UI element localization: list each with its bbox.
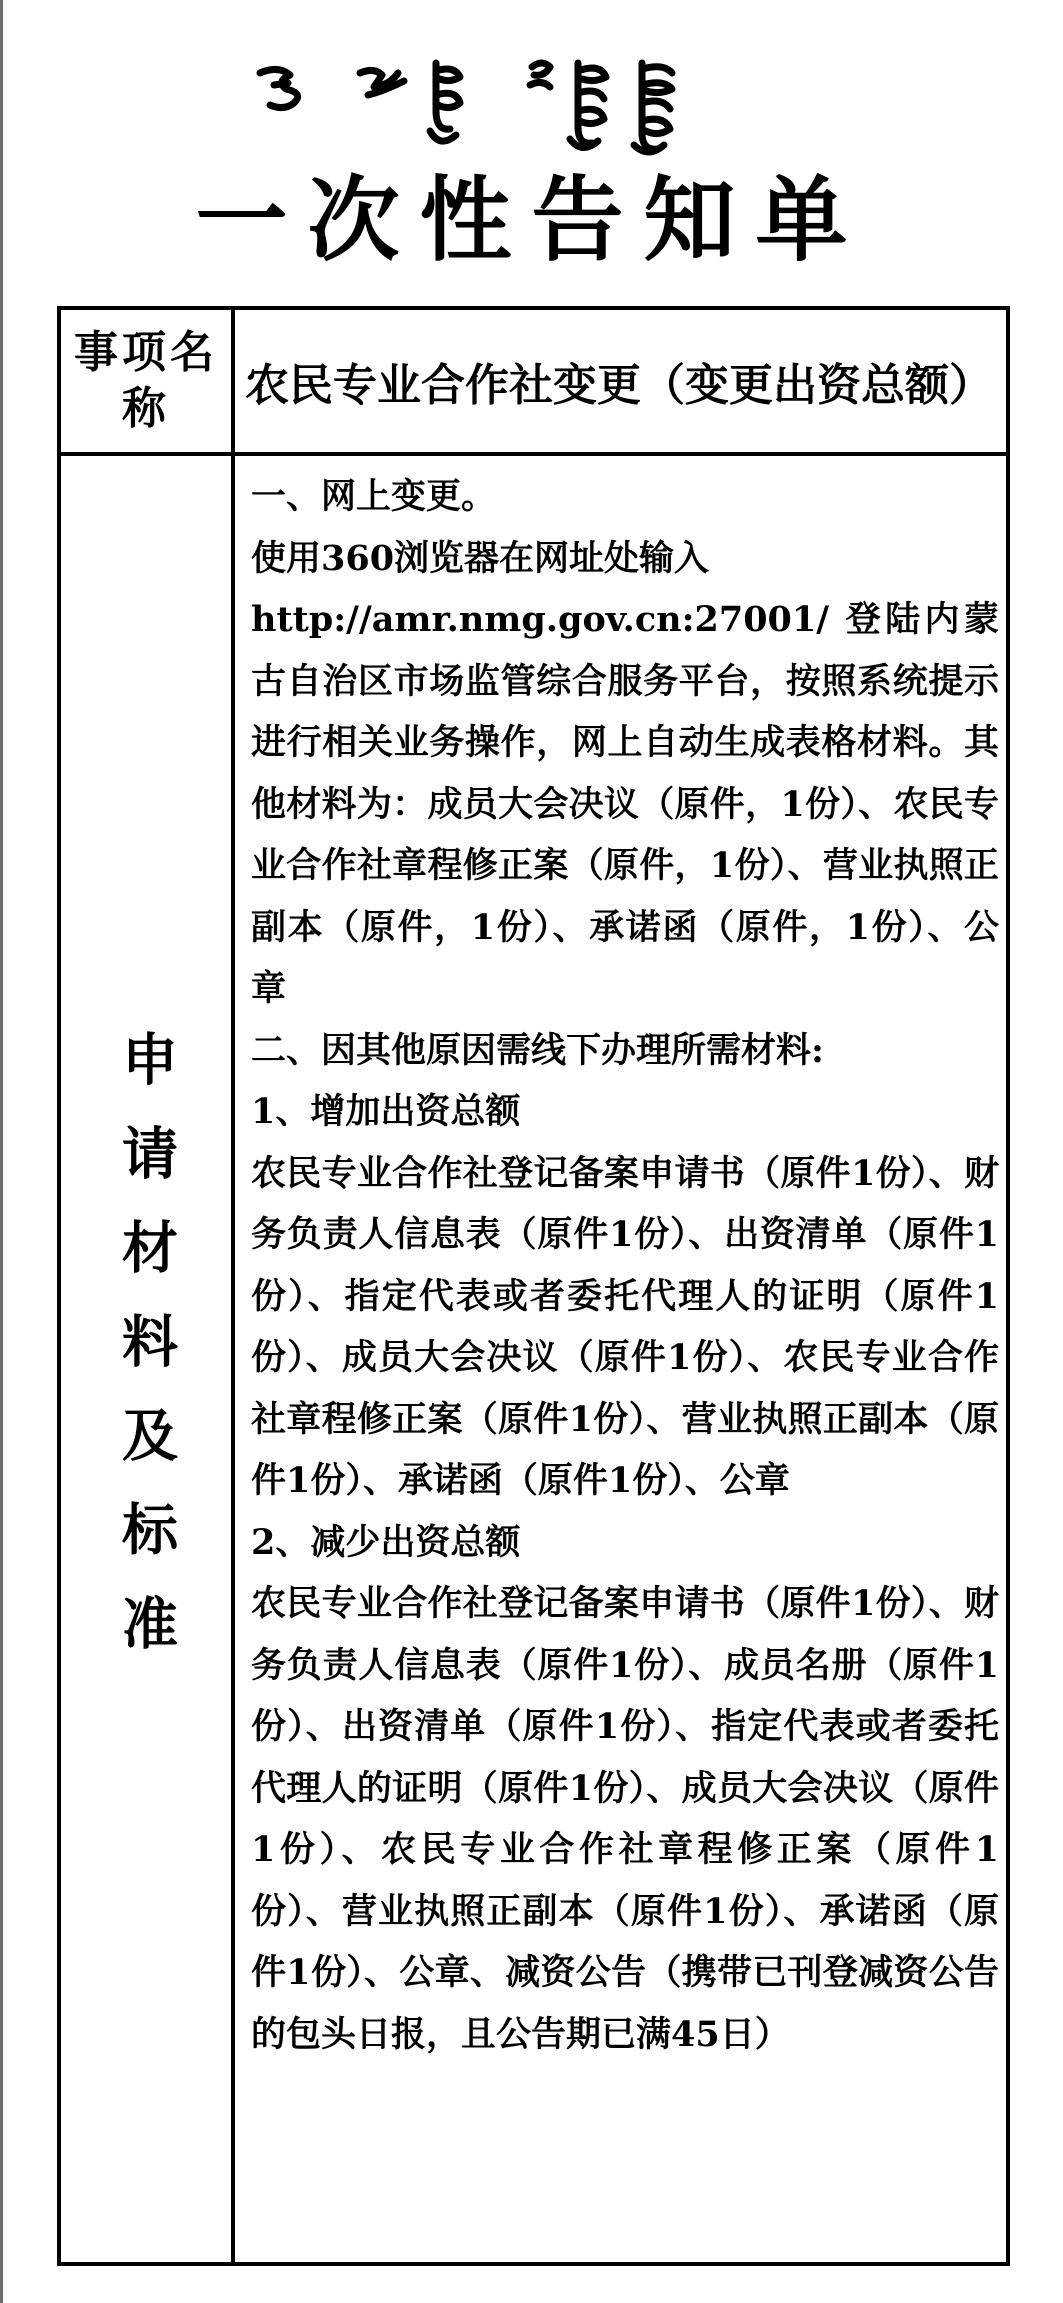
materials-paragraph: 农民专业合作社登记备案申请书（原件1份）、财务负责人信息表（原件1份）、成员名册（原件1份）、出资清单（原件1份）、指定代表或者委托代理人的证明（原件1份）、成员大会决议（原件1份）、农民专业合作社章程修正案（原件1份）、营业执照正副本（原件1份）、承诺函（原件1份）、公章、减资公告（携带已刊登减资公告的包头日报，且公告期已满45日）	[251, 1583, 999, 2055]
materials-paragraph: http://amr.nmg.gov.cn:27001/ 登陆内蒙古自治区市场监管综合服务平台，按照系统提示进行相关业务操作，网上自动生成表格材料。其他材料为：成员大会决议（原件，1份）、农民专业合作社章程修正案（原件，1份）、营业执照正副本（原件，1份）、承诺函（原件，1份）、公章	[251, 599, 999, 1009]
notice-table	[57, 306, 1010, 2266]
materials-label-text: 申请材料及标准	[113, 1030, 179, 1688]
mongolian-script-title	[250, 55, 770, 160]
materials-paragraph: 一、网上变更。	[251, 476, 497, 517]
table-divider-vertical	[231, 310, 235, 2262]
materials-paragraph: 农民专业合作社登记备案申请书（原件1份）、财务负责人信息表（原件1份）、出资清单（原件1份）、指定代表或者委托代理人的证明（原件1份）、成员大会决议（原件1份）、农民专业合作社章程修正案（原件1份）、营业执照正副本（原件1份）、承诺函（原件1份）、公章	[251, 1152, 999, 1501]
item-name-label-text: 事项名称	[74, 327, 218, 434]
item-name-value: 农民专业合作社变更（变更出资总额）	[245, 360, 993, 411]
materials-paragraph: 1、增加出资总额	[251, 1091, 521, 1132]
page-edge	[0, 0, 3, 2303]
item-name-label	[61, 310, 231, 452]
materials-paragraph: 使用360浏览器在网址处输入	[251, 537, 710, 579]
materials-paragraph: 2、减少出资总额	[251, 1521, 521, 1563]
materials-content	[251, 466, 999, 2065]
page-title: 一次性告知单	[195, 166, 868, 274]
materials-paragraph: 二、因其他原因需线下办理所需材料:	[251, 1029, 824, 1071]
materials-label	[61, 456, 231, 2262]
